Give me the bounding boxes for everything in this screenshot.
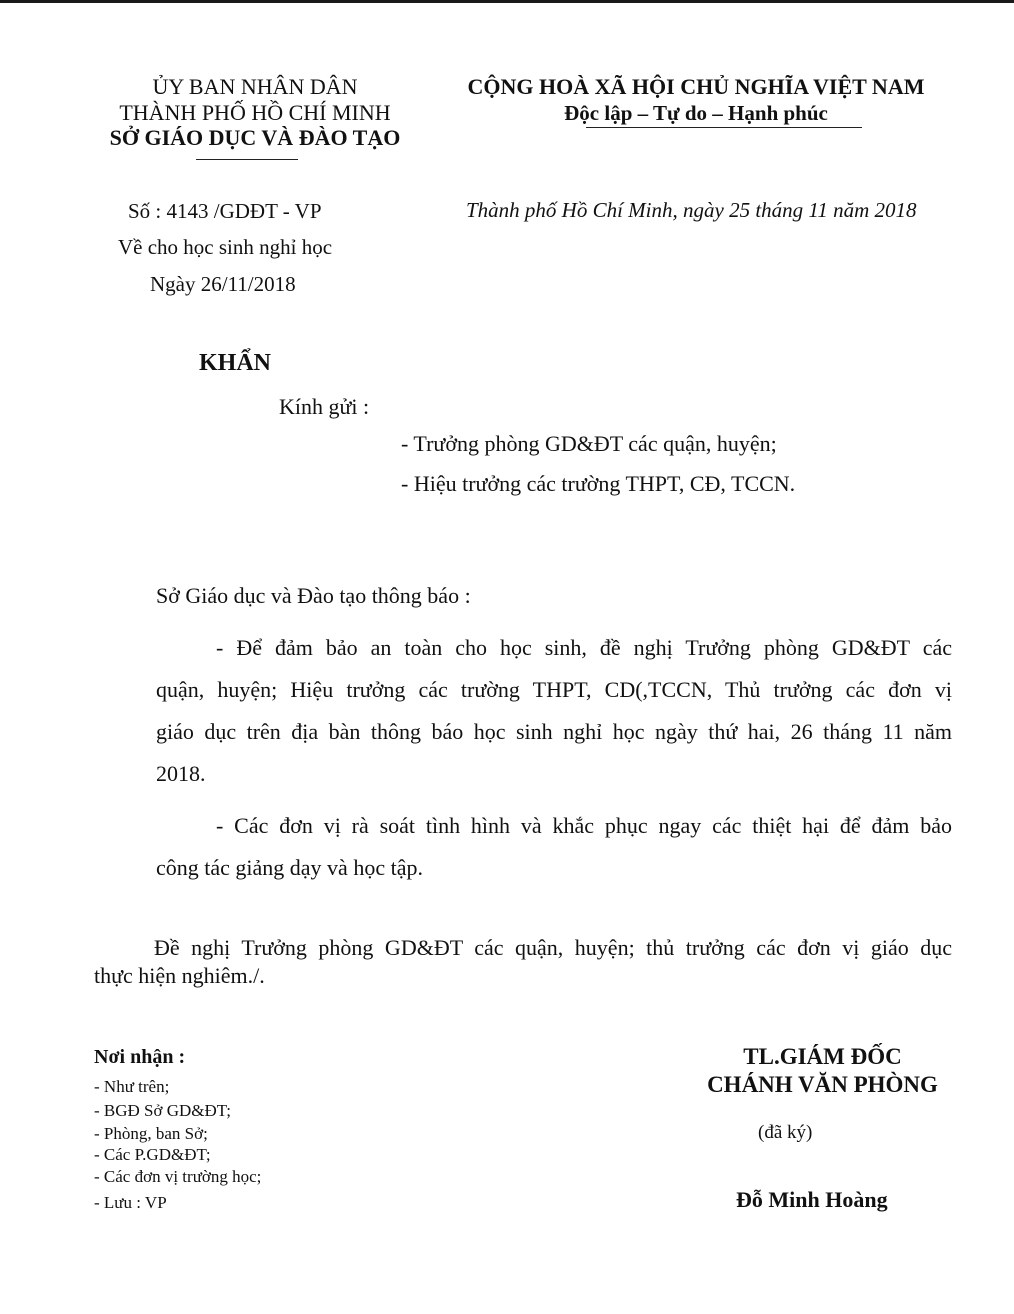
distribution-item: - Các đơn vị trường học; — [94, 1167, 262, 1186]
body-paragraph-2-line: công tác giảng dạy và học tập. — [156, 855, 423, 880]
urgency-label: KHẨN — [199, 350, 271, 376]
body-paragraph-1-line: giáo dục trên địa bàn thông báo học sinh nghỉ học ngày thứ hai, 26 tháng 11 năm — [156, 719, 952, 744]
distribution-item: - Lưu : VP — [94, 1193, 167, 1212]
signer-title-1: TL.GIÁM ĐỐC — [743, 1044, 902, 1069]
distribution-item: - Các P.GD&ĐT; — [94, 1145, 211, 1164]
body-paragraph-3-line: thực hiện nghiêm./. — [94, 963, 265, 988]
body-paragraph-1-line: 2018. — [156, 761, 206, 786]
signer-name: Đỗ Minh Hoàng — [736, 1187, 888, 1212]
top-border — [0, 0, 1014, 3]
recipient-line: - Trưởng phòng GD&ĐT các quận, huyện; — [401, 431, 777, 456]
document-number: Số : 4143 /GDĐT - VP — [128, 199, 322, 223]
document-effective-date: Ngày 26/11/2018 — [150, 272, 296, 296]
body-paragraph-1-line: - Để đảm bảo an toàn cho học sinh, đề nghị Trưởng phòng GD&ĐT các — [216, 635, 952, 660]
distribution-item: - BGĐ Sở GD&ĐT; — [94, 1101, 231, 1120]
body-paragraph-1-line: quận, huyện; Hiệu trưởng các trường THPT, CD(,TCCN, Thủ trưởng các đơn vị — [156, 677, 952, 702]
place-and-date: Thành phố Hồ Chí Minh, ngày 25 tháng 11 năm 2018 — [466, 198, 917, 222]
body-intro: Sở Giáo dục và Đào tạo thông báo : — [156, 583, 471, 608]
national-title: CỘNG HOÀ XÃ HỘI CHỦ NGHĨA VIỆT NAM — [467, 74, 925, 99]
body-paragraph-2-line: - Các đơn vị rà soát tình hình và khắc phục ngay các thiệt hại để đảm bảo — [216, 813, 952, 838]
signer-title-2: CHÁNH VĂN PHÒNG — [707, 1072, 938, 1097]
distribution-item: - Phòng, ban Sở; — [94, 1124, 208, 1143]
issuer-underline — [196, 159, 298, 160]
issuer-line-2: THÀNH PHỐ HỒ CHÍ MINH — [119, 100, 391, 125]
motto-underline — [586, 127, 862, 128]
issuer-line-1: ỦY BAN NHÂN DÂN — [152, 74, 358, 99]
recipient-line: - Hiệu trưởng các trường THPT, CĐ, TCCN. — [401, 471, 796, 496]
distribution-item: - Như trên; — [94, 1077, 170, 1096]
issuer-department: SỞ GIÁO DỤC VÀ ĐÀO TẠO — [109, 125, 401, 150]
distribution-heading: Nơi nhận : — [94, 1046, 186, 1068]
signed-note: (đã ký) — [758, 1122, 813, 1143]
document-subject: Về cho học sinh nghỉ học — [118, 235, 333, 259]
body-paragraph-3-line: Đề nghị Trưởng phòng GD&ĐT các quận, huyện; thủ trưởng các đơn vị giáo dục — [154, 935, 952, 960]
national-motto: Độc lập – Tự do – Hạnh phúc — [564, 101, 828, 125]
salutation: Kính gửi : — [279, 394, 370, 419]
